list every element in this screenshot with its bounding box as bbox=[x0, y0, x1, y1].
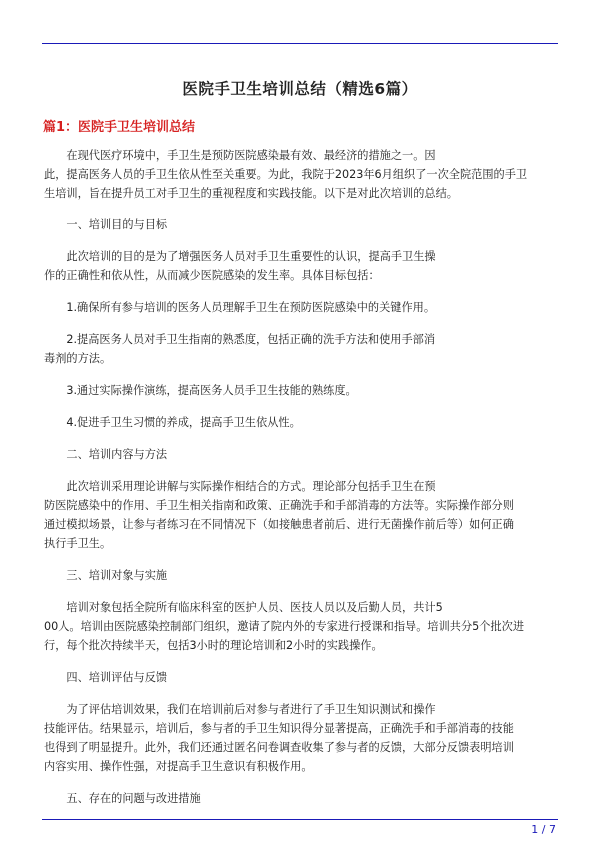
document-body bbox=[44, 146, 558, 808]
paragraph: 培训对象包括全院所有临床科室的医护人员、医技人员以及后勤人员，共计5 00人。培训由医院感染控制部门组织，邀请了院内外的专家进行授课和指导。培训共分5个批次进 行，每个批次持续半天，包括3小时的理论培训和2小时的实践操作。 bbox=[44, 601, 525, 652]
document-title: 医院手卫生培训总结（精选6篇） bbox=[182, 80, 418, 98]
subheading: 一、培训目的与目标 bbox=[44, 218, 168, 231]
subheading: 二、培训内容与方法 bbox=[44, 448, 168, 461]
list-item: 3.通过实际操作演练，提高医务人员手卫生技能的熟练度。 bbox=[44, 384, 357, 397]
paragraph: 此次培训的目的是为了增强医务人员对手卫生重要性的认识，提高手卫生操 作的正确性和依从性，从而减少医院感染的发生率。具体目标包括： bbox=[44, 250, 436, 282]
paragraph: 为了评估培训效果，我们在培训前后对参与者进行了手卫生知识测试和操作 技能评估。结果显示，培训后，参与者的手卫生知识得分显著提高，正确洗手和手部消毒的技能 也得到了明显提升。此外，我们还通过匿名问卷调查收集了参与者的反馈，大部分反馈表明培训 内容实用、操作性强，对提高手卫生意识有积极作用。 bbox=[44, 703, 514, 773]
page-number: 1 / 7 bbox=[531, 823, 556, 836]
subheading: 五、存在的问题与改进措施 bbox=[44, 792, 201, 805]
subheading: 三、培训对象与实施 bbox=[44, 569, 168, 582]
section-heading: 篇1：医院手卫生培训总结 bbox=[43, 120, 196, 135]
paragraph: 此次培训采用理论讲解与实际操作相结合的方式。理论部分包括手卫生在预 防医院感染中的作用、手卫生相关指南和政策、正确洗手和手部消毒的方法等。实际操作部分则 通过模拟场景，让参与者练习在不同情况下（如接触患者前后、进行无菌操作前后等）如何正确 执行手卫生。 bbox=[44, 480, 514, 550]
list-item: 4.促进手卫生习惯的养成，提高手卫生依从性。 bbox=[44, 416, 301, 429]
subheading: 四、培训评估与反馈 bbox=[44, 671, 168, 684]
paragraph: 在现代医疗环境中，手卫生是预防医院感染最有效、最经济的措施之一。因 此，提高医务人员的手卫生依从性至关重要。为此，我院于2023年6月组织了一次全院范围的手卫 生培训，旨在提升员工对手卫生的重视程度和实践技能。以下是对此次培训的总结。 bbox=[44, 149, 528, 200]
header-rule bbox=[42, 43, 558, 44]
list-item: 1.确保所有参与培训的医务人员理解手卫生在预防医院感染中的关键作用。 bbox=[44, 301, 436, 314]
footer-rule bbox=[42, 819, 558, 820]
list-item: 2.提高医务人员对手卫生指南的熟悉度，包括正确的洗手方法和使用手部消 毒剂的方法。 bbox=[44, 333, 436, 365]
